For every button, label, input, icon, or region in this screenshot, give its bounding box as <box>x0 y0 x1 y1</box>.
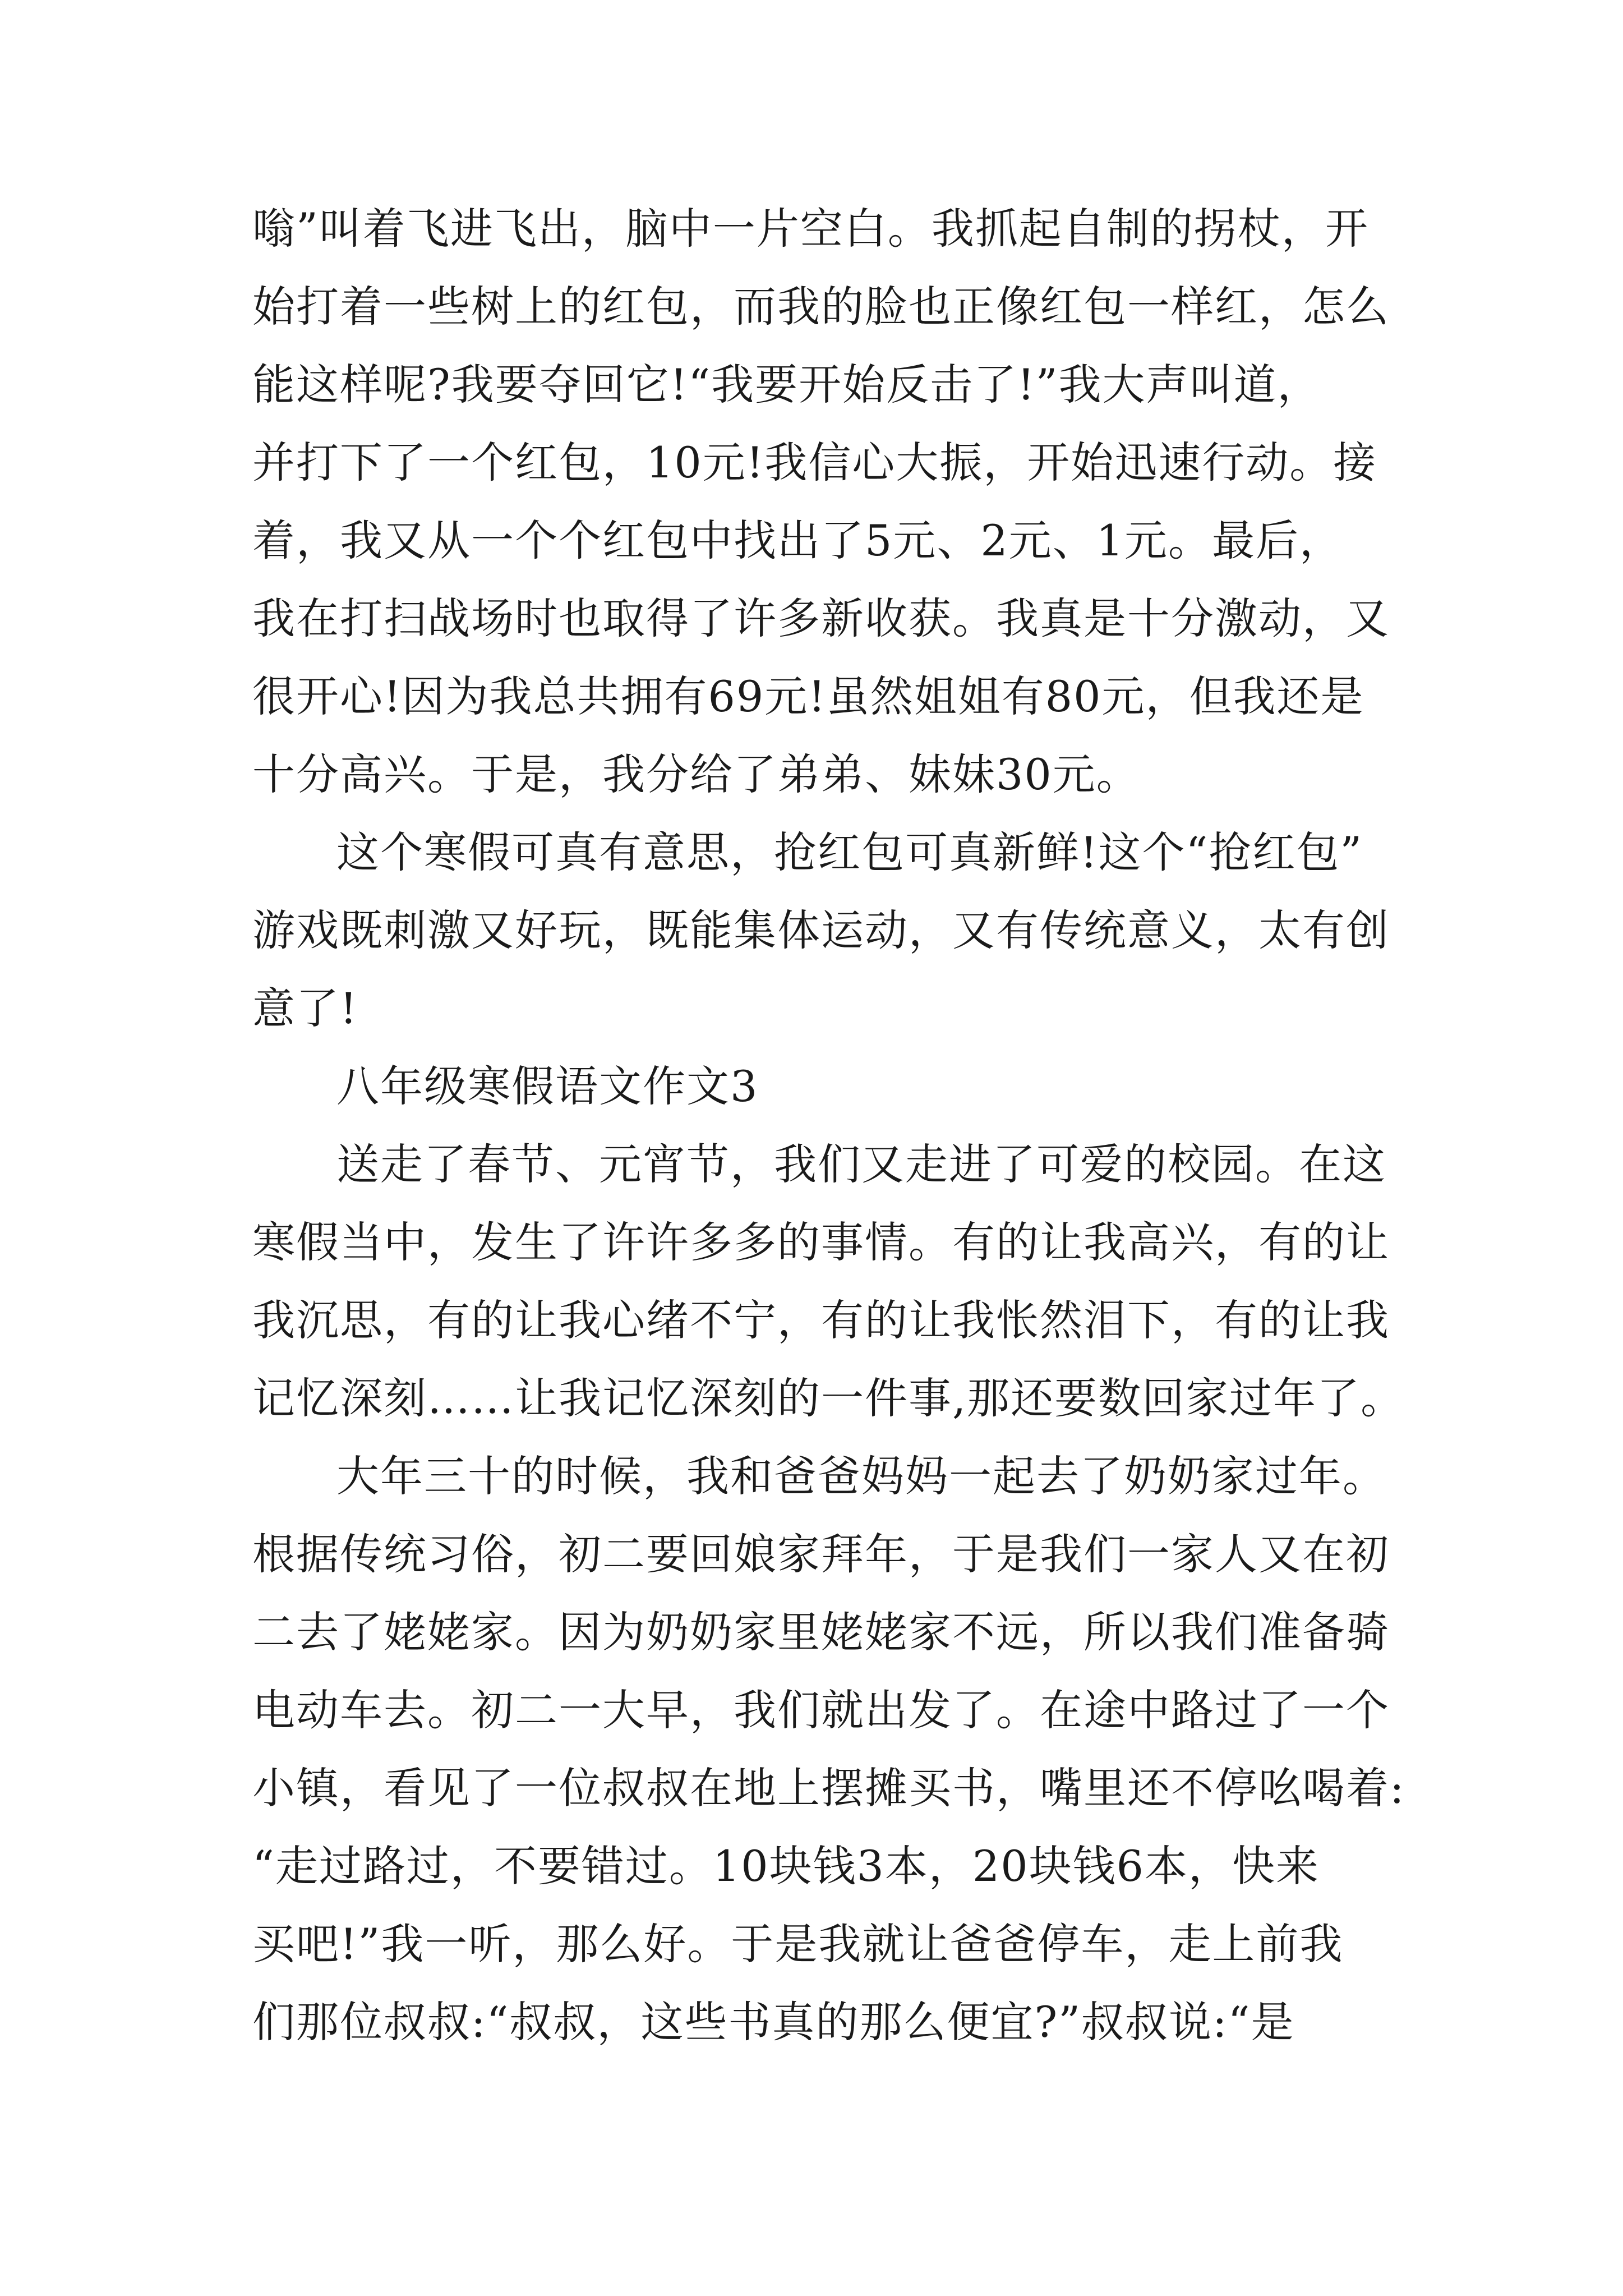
paragraph-start: 大年三十的时候，我和爸爸妈妈一起去了奶奶家过年。 <box>336 1451 1386 1501</box>
text-line: 们那位叔叔:“叔叔，这些书真的那么便宜?”叔叔说:“是 <box>252 1997 1295 2047</box>
text-line: 记忆深刻……让我记忆深刻的一件事,那还要数回家过年了。 <box>252 1373 1405 1423</box>
text-line: 我沉思，有的让我心绪不宁，有的让我怅然泪下，有的让我 <box>252 1295 1390 1345</box>
paragraph-start: 这个寒假可真有意思，抢红包可真新鲜!这个“抢红包” <box>336 827 1363 877</box>
text-line: “走过路过，不要错过。10块钱3本，20块钱6本，快来 <box>252 1841 1320 1891</box>
text-line: 并打下了一个红包，10元!我信心大振，开始迅速行动。接 <box>252 438 1377 487</box>
text-line: 嗡”叫着飞进飞出，脑中一片空白。我抓起自制的拐杖，开 <box>252 204 1369 254</box>
text-line: 寒假当中，发生了许许多多的事情。有的让我高兴，有的让 <box>252 1217 1390 1267</box>
text-line: 买吧!”我一听，那么好。于是我就让爸爸停车，走上前我 <box>252 1919 1344 1969</box>
text-line: 小镇，看见了一位叔叔在地上摆摊买书，嘴里还不停吆喝着: <box>252 1763 1405 1813</box>
section-heading: 八年级寒假语文作文3 <box>336 1061 759 1111</box>
text-line: 十分高兴。于是，我分给了弟弟、妹妹30元。 <box>252 749 1140 799</box>
text-line: 始打着一些树上的红包，而我的脸也正像红包一样红，怎么 <box>252 282 1390 332</box>
text-line: 能这样呢?我要夺回它!“我要开始反击了!”我大声叫道， <box>252 360 1321 409</box>
text-line: 意了! <box>252 983 358 1033</box>
text-line: 游戏既刺激又好玩，既能集体运动，又有传统意义，太有创 <box>252 905 1390 955</box>
paragraph-start: 送走了春节、元宵节，我们又走进了可爱的校园。在这 <box>336 1139 1386 1189</box>
text-line: 我在打扫战场时也取得了许多新收获。我真是十分激动，又 <box>252 593 1390 643</box>
text-line: 很开心!因为我总共拥有69元!虽然姐姐有80元，但我还是 <box>252 671 1364 721</box>
text-line: 电动车去。初二一大早，我们就出发了。在途中路过了一个 <box>252 1685 1390 1735</box>
text-line: 根据传统习俗，初二要回娘家拜年，于是我们一家人又在初 <box>252 1529 1390 1579</box>
text-line: 二去了姥姥家。因为奶奶家里姥姥家不远，所以我们准备骑 <box>252 1607 1390 1657</box>
text-line: 着，我又从一个个红包中找出了5元、2元、1元。最后， <box>252 516 1344 565</box>
